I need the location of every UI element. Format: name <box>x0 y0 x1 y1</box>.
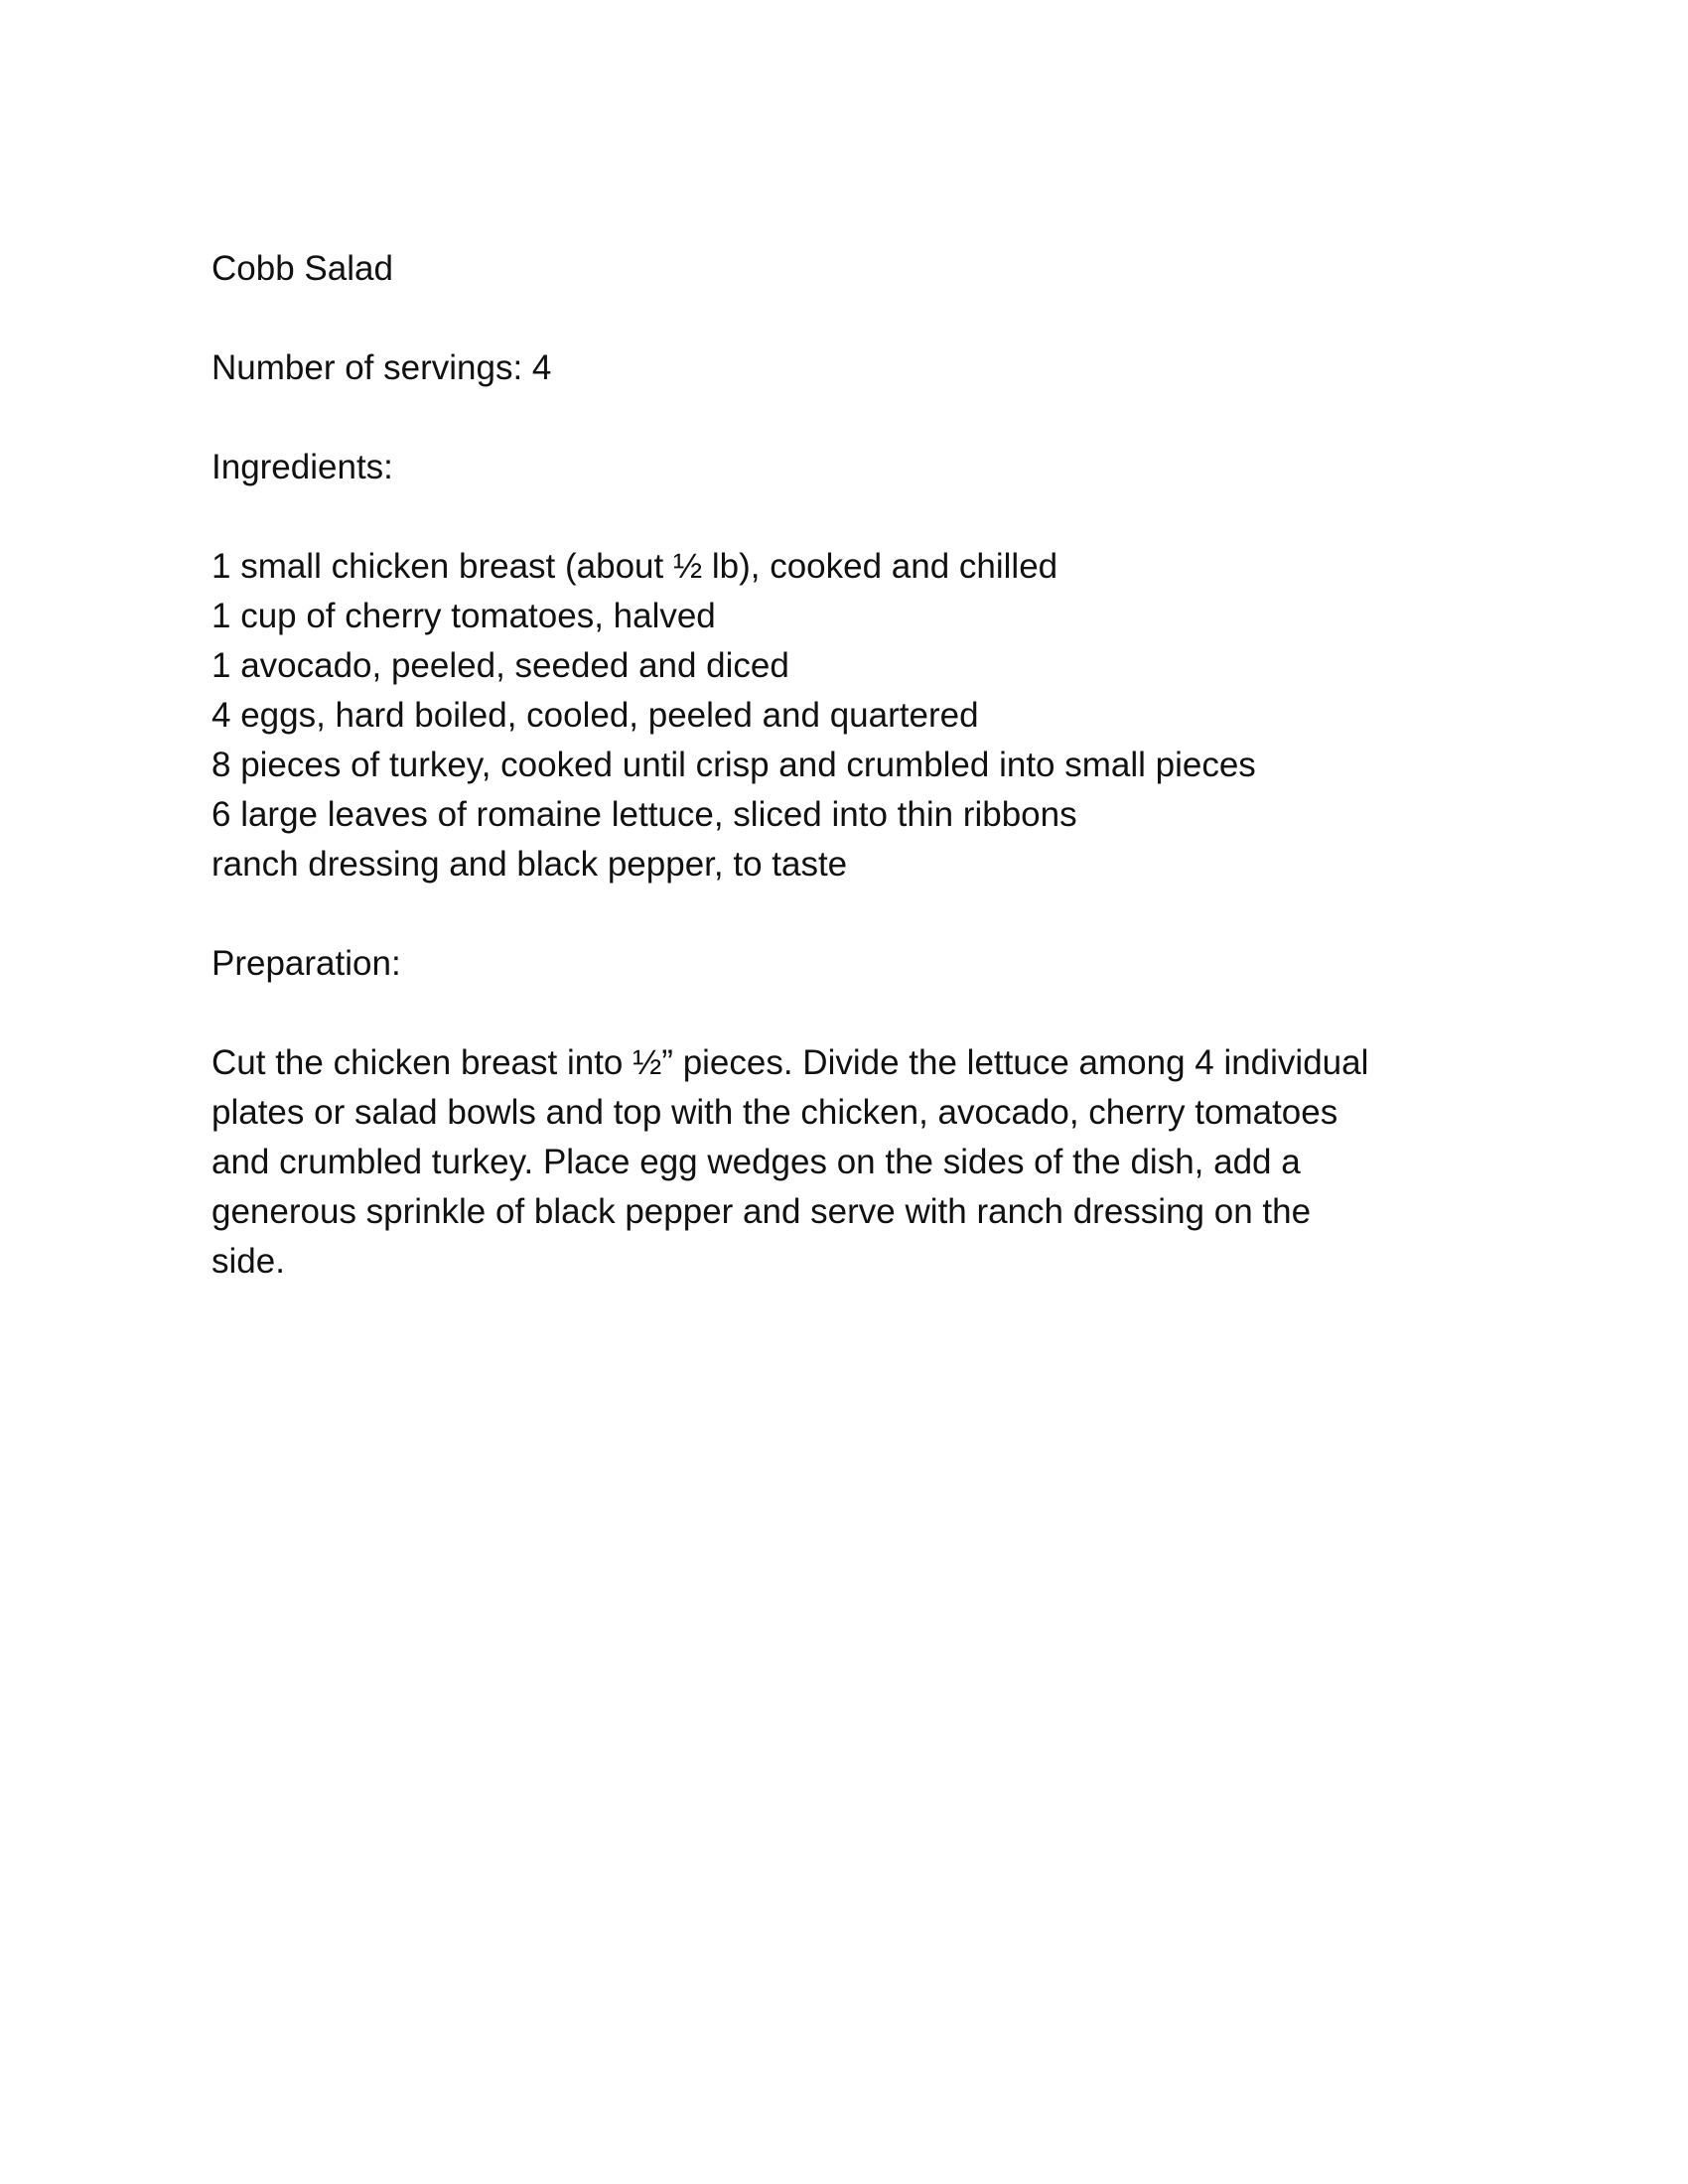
ingredient-item: 6 large leaves of romaine lettuce, sliced into thin ribbons <box>211 795 1077 834</box>
preparation-line: side. <box>211 1242 285 1281</box>
spacer <box>211 492 1492 542</box>
ingredients-heading: Ingredients: <box>211 448 393 486</box>
spacer <box>211 294 1492 343</box>
ingredient-item: 1 small chicken breast (about ½ lb), cooked and chilled <box>211 547 1058 586</box>
ingredient-item: ranch dressing and black pepper, to taste <box>211 845 848 884</box>
preparation-paragraph <box>211 1038 1492 1287</box>
preparation-line: and crumbled turkey. Place egg wedges on the sides of the dish, add a <box>211 1143 1301 1181</box>
servings-text: Number of servings: 4 <box>211 348 552 387</box>
ingredient-item: 8 pieces of turkey, cooked until crisp and crumbled into small pieces <box>211 746 1256 784</box>
preparation-line: generous sprinkle of black pepper and serve with ranch dressing on the <box>211 1192 1312 1231</box>
recipe-title: Cobb Salad <box>211 249 393 288</box>
preparation-line: plates or salad bowls and top with the chicken, avocado, cherry tomatoes <box>211 1093 1338 1132</box>
ingredient-item: 1 avocado, peeled, seeded and diced <box>211 646 789 685</box>
spacer <box>211 393 1492 443</box>
ingredient-item: 4 eggs, hard boiled, cooled, peeled and quartered <box>211 696 979 735</box>
ingredient-item: 1 cup of cherry tomatoes, halved <box>211 597 716 635</box>
spacer <box>211 989 1492 1038</box>
recipe-content <box>211 244 1492 1287</box>
preparation-heading: Preparation: <box>211 944 401 983</box>
preparation-line: Cut the chicken breast into ½” pieces. Divide the lettuce among 4 individual <box>211 1043 1369 1082</box>
spacer <box>211 889 1492 939</box>
ingredients-list <box>211 542 1492 889</box>
